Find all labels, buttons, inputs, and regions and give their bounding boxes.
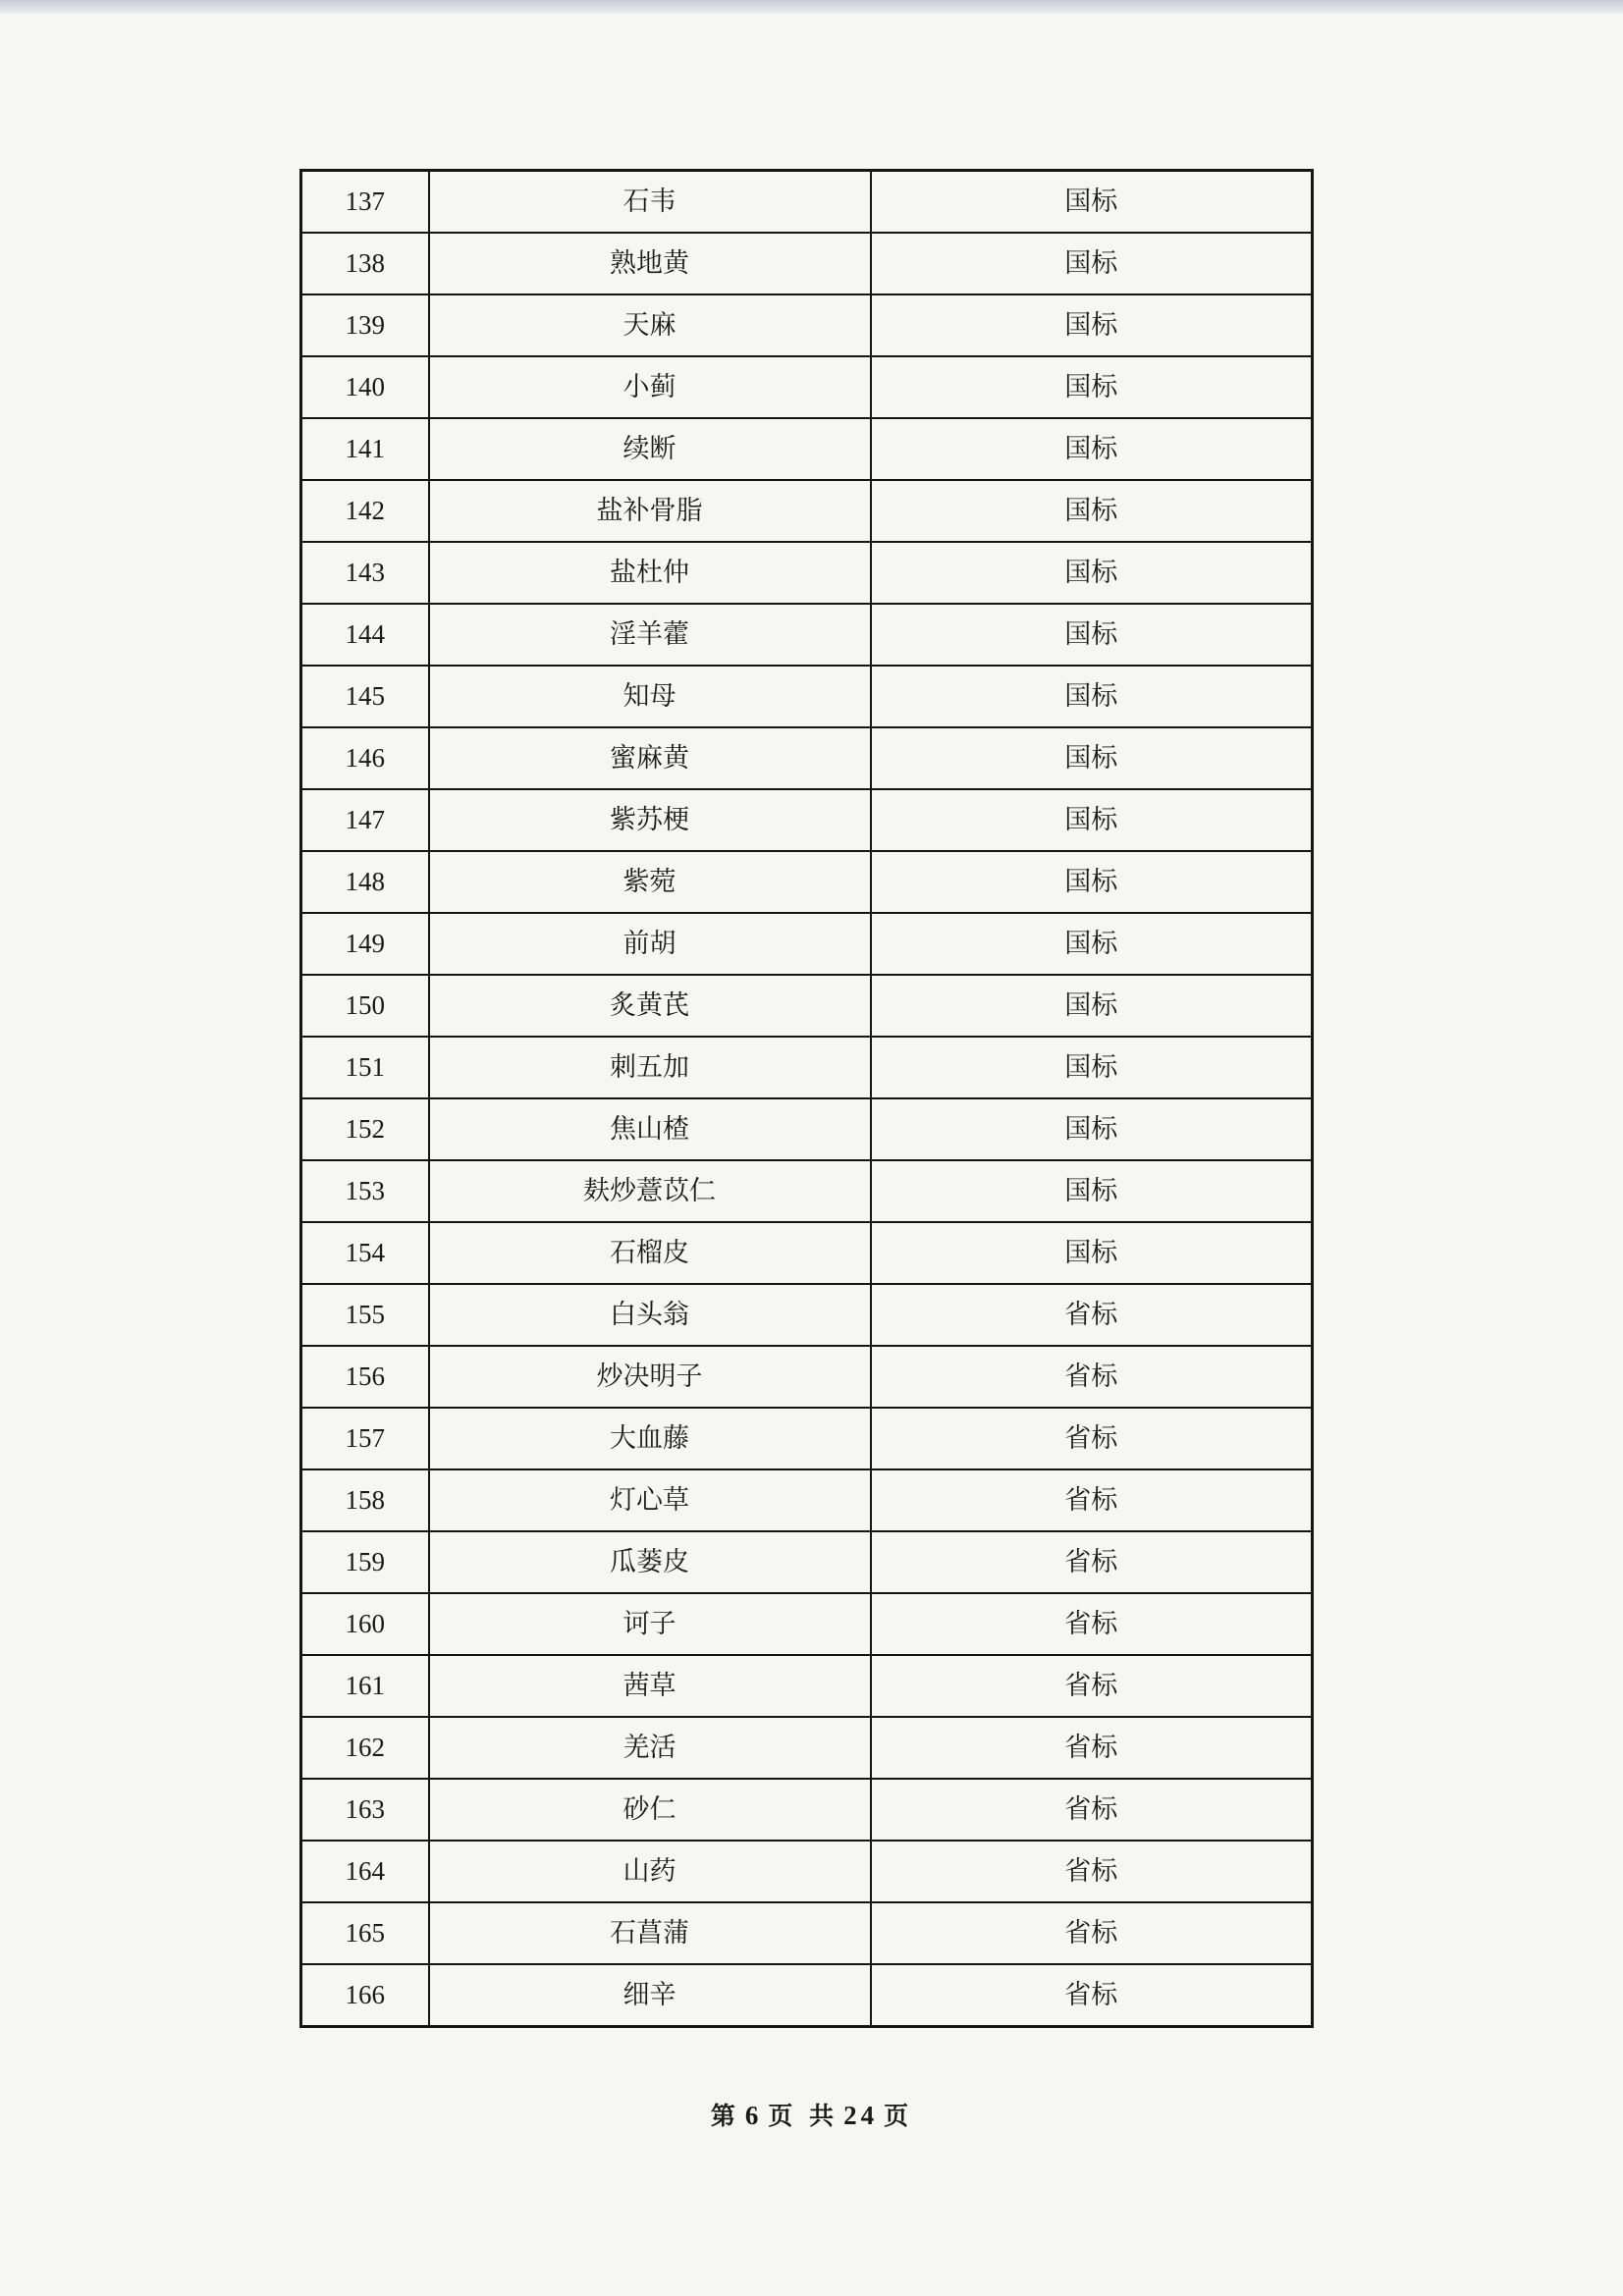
herb-name: 续断 xyxy=(429,418,871,480)
herb-name: 蜜麻黄 xyxy=(429,727,871,789)
row-number: 156 xyxy=(301,1346,429,1408)
herb-name: 茜草 xyxy=(429,1655,871,1717)
table-row xyxy=(301,1841,1313,1902)
herb-name: 炙黄芪 xyxy=(429,975,871,1037)
table-row xyxy=(301,1222,1313,1284)
row-number: 160 xyxy=(301,1593,429,1655)
herb-name: 山药 xyxy=(429,1841,871,1902)
row-number: 152 xyxy=(301,1098,429,1160)
table-row xyxy=(301,851,1313,913)
herb-name: 细辛 xyxy=(429,1964,871,2027)
table-row xyxy=(301,1160,1313,1222)
table-row xyxy=(301,480,1313,542)
standard-type: 省标 xyxy=(871,1469,1313,1531)
table-row xyxy=(301,1717,1313,1779)
table-row xyxy=(301,356,1313,418)
standard-type: 国标 xyxy=(871,727,1313,789)
standard-type: 国标 xyxy=(871,1037,1313,1098)
table-row xyxy=(301,1593,1313,1655)
table-row xyxy=(301,1037,1313,1098)
row-number: 137 xyxy=(301,171,429,234)
table-row xyxy=(301,171,1313,234)
herb-name: 焦山楂 xyxy=(429,1098,871,1160)
standard-type: 省标 xyxy=(871,1531,1313,1593)
table-row xyxy=(301,1469,1313,1531)
row-number: 142 xyxy=(301,480,429,542)
standard-type: 国标 xyxy=(871,604,1313,666)
herb-name: 紫苏梗 xyxy=(429,789,871,851)
row-number: 153 xyxy=(301,1160,429,1222)
herb-name: 瓜蒌皮 xyxy=(429,1531,871,1593)
standard-type: 国标 xyxy=(871,851,1313,913)
herb-name: 淫羊藿 xyxy=(429,604,871,666)
herb-name: 天麻 xyxy=(429,294,871,356)
herb-name: 石菖蒲 xyxy=(429,1902,871,1964)
row-number: 151 xyxy=(301,1037,429,1098)
row-number: 146 xyxy=(301,727,429,789)
row-number: 149 xyxy=(301,913,429,975)
page-footer xyxy=(0,2097,1623,2132)
herb-name: 麸炒薏苡仁 xyxy=(429,1160,871,1222)
herb-name: 石韦 xyxy=(429,171,871,234)
table-row xyxy=(301,1408,1313,1469)
standard-type: 省标 xyxy=(871,1902,1313,1964)
table-row xyxy=(301,727,1313,789)
table-row xyxy=(301,666,1313,727)
row-number: 139 xyxy=(301,294,429,356)
row-number: 148 xyxy=(301,851,429,913)
herb-name: 灯心草 xyxy=(429,1469,871,1531)
footer-page-number: 6 xyxy=(744,2101,763,2130)
herb-name: 石榴皮 xyxy=(429,1222,871,1284)
standard-type: 省标 xyxy=(871,1284,1313,1346)
herb-name: 羌活 xyxy=(429,1717,871,1779)
footer-suffix: 页 xyxy=(884,2102,913,2130)
standard-type: 国标 xyxy=(871,975,1313,1037)
standard-type: 国标 xyxy=(871,1222,1313,1284)
herb-name: 砂仁 xyxy=(429,1779,871,1841)
standard-type: 国标 xyxy=(871,233,1313,294)
standard-type: 国标 xyxy=(871,1098,1313,1160)
row-number: 154 xyxy=(301,1222,429,1284)
standard-type: 省标 xyxy=(871,1717,1313,1779)
standard-type: 国标 xyxy=(871,1160,1313,1222)
footer-total-pages: 24 xyxy=(843,2101,879,2130)
row-number: 150 xyxy=(301,975,429,1037)
standard-type: 国标 xyxy=(871,356,1313,418)
table-row xyxy=(301,604,1313,666)
scan-top-edge xyxy=(0,0,1623,14)
row-number: 143 xyxy=(301,542,429,604)
row-number: 157 xyxy=(301,1408,429,1469)
table-row xyxy=(301,1531,1313,1593)
standard-type: 国标 xyxy=(871,171,1313,234)
herb-name: 知母 xyxy=(429,666,871,727)
standard-type: 省标 xyxy=(871,1779,1313,1841)
table-row xyxy=(301,1779,1313,1841)
table-row xyxy=(301,913,1313,975)
standard-type: 国标 xyxy=(871,542,1313,604)
herb-name: 诃子 xyxy=(429,1593,871,1655)
standard-type: 国标 xyxy=(871,294,1313,356)
row-number: 155 xyxy=(301,1284,429,1346)
standard-type: 省标 xyxy=(871,1346,1313,1408)
footer-prefix: 第 xyxy=(710,2102,739,2130)
herb-name: 盐杜仲 xyxy=(429,542,871,604)
table-row xyxy=(301,1964,1313,2027)
row-number: 163 xyxy=(301,1779,429,1841)
herb-name: 炒决明子 xyxy=(429,1346,871,1408)
standard-type: 省标 xyxy=(871,1841,1313,1902)
table-row xyxy=(301,1284,1313,1346)
row-number: 144 xyxy=(301,604,429,666)
standard-type: 国标 xyxy=(871,418,1313,480)
footer-middle: 页 共 xyxy=(768,2102,839,2130)
table-row xyxy=(301,233,1313,294)
row-number: 159 xyxy=(301,1531,429,1593)
table-row xyxy=(301,542,1313,604)
table-row xyxy=(301,975,1313,1037)
herb-standard-table xyxy=(299,169,1314,2028)
table-row xyxy=(301,294,1313,356)
table-row xyxy=(301,789,1313,851)
table-row xyxy=(301,1655,1313,1717)
row-number: 145 xyxy=(301,666,429,727)
herb-name: 熟地黄 xyxy=(429,233,871,294)
row-number: 165 xyxy=(301,1902,429,1964)
row-number: 138 xyxy=(301,233,429,294)
standard-type: 省标 xyxy=(871,1964,1313,2027)
table-row xyxy=(301,1902,1313,1964)
standard-type: 省标 xyxy=(871,1655,1313,1717)
row-number: 147 xyxy=(301,789,429,851)
standard-type: 国标 xyxy=(871,480,1313,542)
herb-name: 紫菀 xyxy=(429,851,871,913)
herb-name: 盐补骨脂 xyxy=(429,480,871,542)
table-row xyxy=(301,1098,1313,1160)
row-number: 162 xyxy=(301,1717,429,1779)
standard-type: 省标 xyxy=(871,1408,1313,1469)
standard-type: 国标 xyxy=(871,666,1313,727)
row-number: 140 xyxy=(301,356,429,418)
herb-name: 刺五加 xyxy=(429,1037,871,1098)
herb-name: 小蓟 xyxy=(429,356,871,418)
row-number: 166 xyxy=(301,1964,429,2027)
standard-type: 省标 xyxy=(871,1593,1313,1655)
herb-name: 白头翁 xyxy=(429,1284,871,1346)
table-body xyxy=(301,171,1313,2027)
row-number: 161 xyxy=(301,1655,429,1717)
table-row xyxy=(301,418,1313,480)
row-number: 158 xyxy=(301,1469,429,1531)
table-row xyxy=(301,1346,1313,1408)
row-number: 164 xyxy=(301,1841,429,1902)
row-number: 141 xyxy=(301,418,429,480)
standard-type: 国标 xyxy=(871,913,1313,975)
herb-name: 前胡 xyxy=(429,913,871,975)
herb-name: 大血藤 xyxy=(429,1408,871,1469)
standard-type: 国标 xyxy=(871,789,1313,851)
